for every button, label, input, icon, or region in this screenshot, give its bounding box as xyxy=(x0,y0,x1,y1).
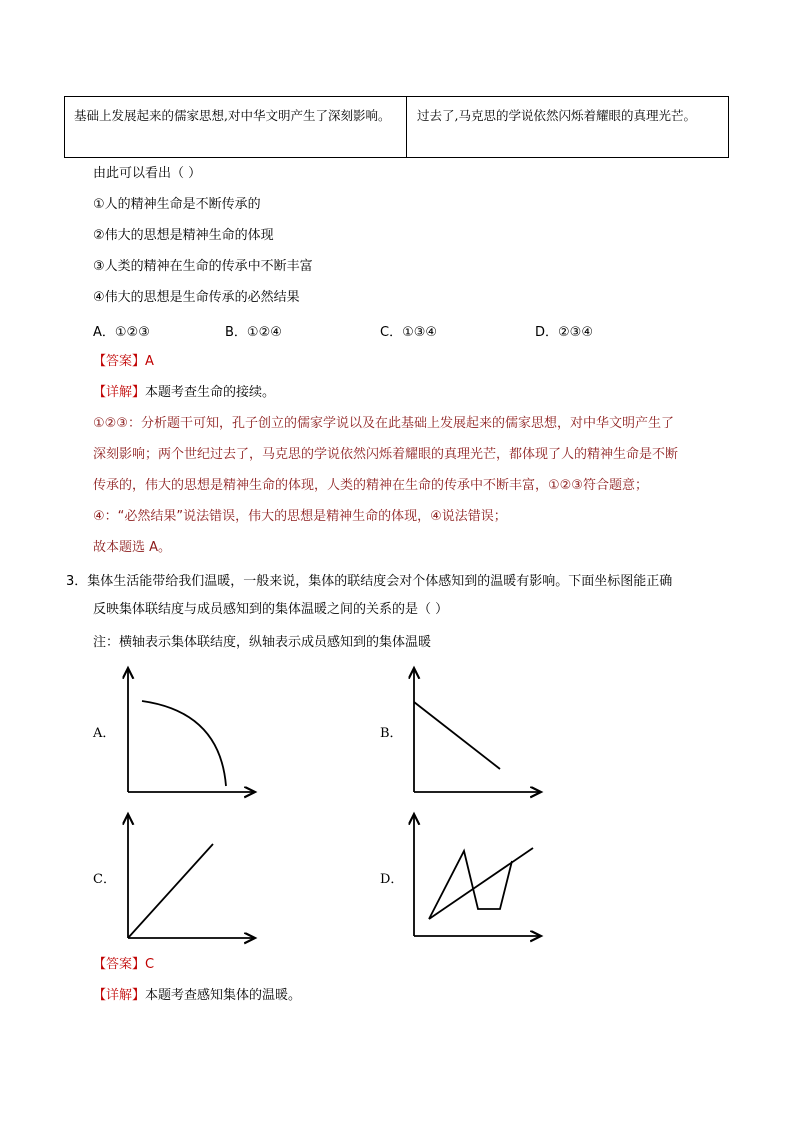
q3-answer-value: C xyxy=(145,957,155,972)
q2-option-d: D．②③④ xyxy=(535,325,593,340)
detail-label: 【详解】 xyxy=(93,385,146,400)
graph-label-a: A． xyxy=(93,726,116,741)
graph-c-line xyxy=(128,844,213,938)
q2-option-a: A．①②③ xyxy=(93,325,150,340)
q3-detail-text: 本题考查感知集体的温暖。 xyxy=(145,988,302,1003)
graph-b-line xyxy=(414,702,500,769)
graph-label-c: C． xyxy=(93,872,116,887)
answer-label: 【答案】 xyxy=(93,354,146,369)
q2-analysis-line-4: ④：“必然结果”说法错误，伟大的思想是精神生命的体现，④说法错误； xyxy=(93,509,507,524)
table-left-cell: 基础上发展起来的儒家思想,对中华文明产生了深刻影响。 xyxy=(74,108,391,123)
q2-analysis-line-3: 传承的，伟大的思想是精神生命的体现，人类的精神在生命的传承中不断丰富，①②③符合题意； xyxy=(93,478,648,493)
graph-a xyxy=(115,662,265,802)
table-divider xyxy=(406,97,407,157)
graph-label-b: B． xyxy=(380,726,403,741)
detail-text: 本题考查生命的接续。 xyxy=(145,385,276,400)
graph-d xyxy=(403,808,553,948)
answer-value: A xyxy=(145,354,154,369)
q3-detail-label: 【详解】 xyxy=(93,988,146,1003)
q2-detail xyxy=(93,383,275,403)
q2-stem: 由此可以看出（ ） xyxy=(93,166,202,181)
q3-stem-line-1: 3．集体生活能带给我们温暖，一般来说，集体的联结度会对个体感知到的温暖有影响。下面坐标图能正确 xyxy=(66,574,673,589)
q2-statement-1: ①人的精神生命是不断传承的 xyxy=(93,197,261,212)
q2-option-c: C．①③④ xyxy=(380,325,438,340)
quote-table xyxy=(64,96,729,158)
q2-conclusion: 故本题选 A。 xyxy=(93,540,172,555)
q2-analysis-line-1: ①②③：分析题干可知，孔子创立的儒家学说以及在此基础上发展起来的儒家思想，对中华文明产生了 xyxy=(93,416,674,431)
table-right-cell: 过去了,马克思的学说依然闪烁着耀眼的真理光芒。 xyxy=(417,108,696,123)
q3-number: 3． xyxy=(66,574,88,589)
graph-label-d: D． xyxy=(380,872,404,887)
graph-b xyxy=(403,662,553,802)
graph-d-zigzag xyxy=(429,851,512,919)
q2-option-b: B．①②④ xyxy=(225,325,282,340)
q2-statement-4: ④伟大的思想是生命传承的必然结果 xyxy=(93,290,300,305)
q3-answer-label: 【答案】 xyxy=(93,957,146,972)
q3-answer xyxy=(93,955,154,975)
q2-answer xyxy=(93,352,154,372)
q2-analysis-line-2: 深刻影响；两个世纪过去了，马克思的学说依然闪烁着耀眼的真理光芒，都体现了人的精神生命是不断 xyxy=(93,447,679,462)
q3-detail xyxy=(93,986,301,1006)
q3-stem-line-2: 反映集体联结度与成员感知到的集体温暖之间的关系的是（ ） xyxy=(93,602,449,617)
graph-c xyxy=(115,808,265,948)
graph-a-curve xyxy=(142,701,226,786)
q3-note: 注：横轴表示集体联结度，纵轴表示成员感知到的集体温暖 xyxy=(93,635,432,650)
q2-statement-3: ③人类的精神在生命的传承中不断丰富 xyxy=(93,259,313,274)
q2-statement-2: ②伟大的思想是精神生命的体现 xyxy=(93,228,274,243)
